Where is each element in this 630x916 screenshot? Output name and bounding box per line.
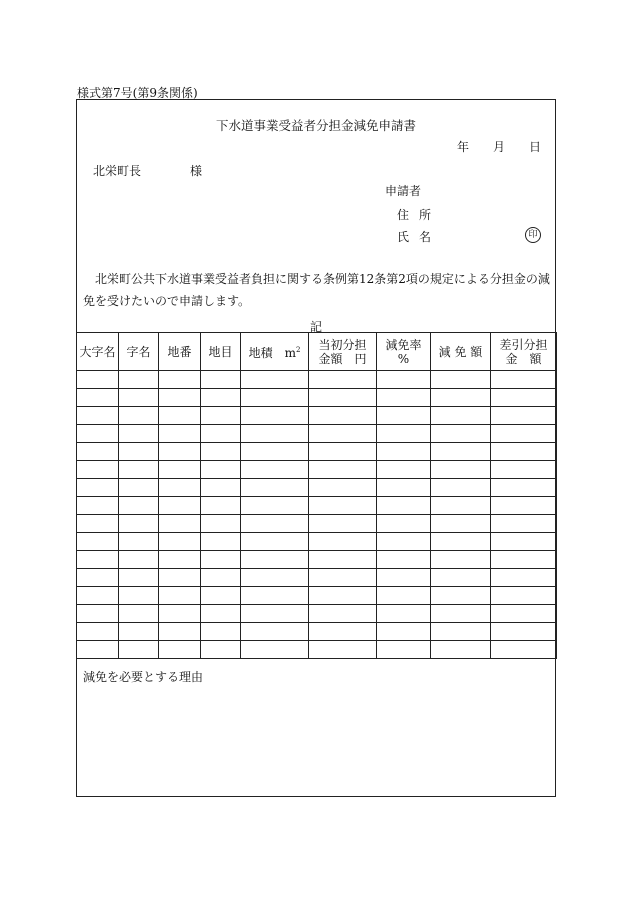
table-cell[interactable]: [491, 515, 557, 533]
table-cell[interactable]: [309, 605, 377, 623]
table-cell[interactable]: [77, 551, 119, 569]
table-cell[interactable]: [119, 389, 159, 407]
header-reduction-rate: 減免率 %: [377, 333, 431, 371]
table-cell[interactable]: [119, 497, 159, 515]
table-cell[interactable]: [377, 641, 431, 659]
table-cell[interactable]: [201, 497, 241, 515]
table-cell[interactable]: [431, 641, 491, 659]
table-cell[interactable]: [241, 389, 309, 407]
table-cell[interactable]: [377, 443, 431, 461]
table-cell[interactable]: [201, 533, 241, 551]
table-cell[interactable]: [159, 443, 201, 461]
addressee-honorific: 様: [190, 164, 203, 178]
table-cell[interactable]: [377, 551, 431, 569]
table-cell[interactable]: [201, 551, 241, 569]
table-cell[interactable]: [241, 569, 309, 587]
table-cell[interactable]: [431, 605, 491, 623]
table-cell[interactable]: [309, 425, 377, 443]
header-chiseki: 地積 $m^2$: [241, 333, 309, 371]
table-cell[interactable]: [77, 407, 119, 425]
table-cell[interactable]: [77, 641, 119, 659]
table-cell[interactable]: [491, 533, 557, 551]
table-cell[interactable]: [309, 407, 377, 425]
table-cell[interactable]: [377, 587, 431, 605]
table-row: [77, 551, 557, 569]
table-cell[interactable]: [241, 497, 309, 515]
table-cell[interactable]: [377, 407, 431, 425]
request-statement: 北栄町公共下水道事業受益者負担に関する条例第12条第2項の規定による分担金の減免を受けたいので申請します。: [83, 272, 550, 308]
table-cell[interactable]: [377, 497, 431, 515]
table-cell[interactable]: [241, 461, 309, 479]
table-cell[interactable]: [431, 497, 491, 515]
table-cell[interactable]: [201, 443, 241, 461]
table-cell[interactable]: [309, 551, 377, 569]
table-header-row: [77, 333, 557, 371]
table-cell[interactable]: [119, 407, 159, 425]
table-cell[interactable]: [201, 371, 241, 389]
table-cell[interactable]: [159, 425, 201, 443]
table-cell[interactable]: [431, 515, 491, 533]
table-cell[interactable]: [77, 587, 119, 605]
table-cell[interactable]: [119, 443, 159, 461]
table-cell[interactable]: [241, 641, 309, 659]
table-cell[interactable]: [77, 533, 119, 551]
table-cell[interactable]: [201, 641, 241, 659]
table-cell[interactable]: [119, 371, 159, 389]
table-cell[interactable]: [119, 479, 159, 497]
land-details-table: [76, 332, 557, 659]
table-cell[interactable]: [241, 479, 309, 497]
table-cell[interactable]: [77, 371, 119, 389]
table-cell[interactable]: [77, 515, 119, 533]
table-cell[interactable]: [119, 587, 159, 605]
table-cell[interactable]: [159, 479, 201, 497]
table-cell[interactable]: [159, 515, 201, 533]
table-cell[interactable]: [159, 389, 201, 407]
table-row: [77, 425, 557, 443]
table-cell[interactable]: [431, 389, 491, 407]
table-row: [77, 587, 557, 605]
table-cell[interactable]: [77, 497, 119, 515]
date-month-label: 月: [493, 140, 506, 154]
header-reduction-amount: 減 免 額: [431, 333, 491, 371]
table-cell[interactable]: [119, 551, 159, 569]
table-cell[interactable]: [491, 587, 557, 605]
table-cell[interactable]: [241, 587, 309, 605]
table-cell[interactable]: [309, 479, 377, 497]
table-cell[interactable]: [77, 461, 119, 479]
table-cell[interactable]: [159, 551, 201, 569]
table-row: [77, 407, 557, 425]
table-cell[interactable]: [201, 605, 241, 623]
table-cell[interactable]: [201, 569, 241, 587]
table-cell[interactable]: [377, 605, 431, 623]
table-cell[interactable]: [309, 515, 377, 533]
table-cell[interactable]: [309, 569, 377, 587]
table-row: [77, 497, 557, 515]
table-cell[interactable]: [309, 461, 377, 479]
table-cell[interactable]: [309, 497, 377, 515]
table-cell[interactable]: [491, 551, 557, 569]
table-cell[interactable]: [377, 515, 431, 533]
table-cell[interactable]: [491, 497, 557, 515]
table-cell[interactable]: [201, 479, 241, 497]
table-cell[interactable]: [201, 623, 241, 641]
table-row: [77, 371, 557, 389]
table-cell[interactable]: [377, 479, 431, 497]
table-cell[interactable]: [119, 569, 159, 587]
table-cell[interactable]: [159, 587, 201, 605]
table-cell[interactable]: [431, 461, 491, 479]
table-cell[interactable]: [201, 587, 241, 605]
form-title: 下水道事業受益者分担金減免申請書: [215, 118, 416, 133]
header-initial-amount: 当初分担 金額 円: [309, 333, 377, 371]
table-cell[interactable]: [201, 461, 241, 479]
table-cell[interactable]: [431, 443, 491, 461]
table-cell[interactable]: [309, 371, 377, 389]
table-cell[interactable]: [431, 569, 491, 587]
application-form: [76, 99, 556, 797]
table-cell[interactable]: [377, 533, 431, 551]
table-cell[interactable]: [159, 569, 201, 587]
table-row: [77, 443, 557, 461]
form-number-label: 様式第7号(第9条関係): [77, 86, 198, 100]
table-cell[interactable]: [431, 407, 491, 425]
table-row: [77, 605, 557, 623]
date-year-label: 年: [457, 140, 470, 154]
table-cell[interactable]: [159, 533, 201, 551]
table-cell[interactable]: [241, 623, 309, 641]
table-cell[interactable]: [377, 425, 431, 443]
table-cell[interactable]: [491, 425, 557, 443]
table-cell[interactable]: [431, 551, 491, 569]
table-cell[interactable]: [491, 605, 557, 623]
table-row: [77, 461, 557, 479]
table-cell[interactable]: [491, 389, 557, 407]
table-cell[interactable]: [201, 389, 241, 407]
table-cell[interactable]: [77, 479, 119, 497]
seal-mark-icon: 印: [525, 227, 541, 243]
table-cell[interactable]: [77, 623, 119, 641]
table-cell[interactable]: [431, 425, 491, 443]
table-row: [77, 533, 557, 551]
table-cell[interactable]: [431, 623, 491, 641]
table-cell[interactable]: [377, 461, 431, 479]
table-cell[interactable]: [241, 515, 309, 533]
table-cell[interactable]: [377, 569, 431, 587]
table-cell[interactable]: [491, 479, 557, 497]
ki-heading: 記: [309, 320, 322, 334]
table-cell[interactable]: [77, 425, 119, 443]
table-cell[interactable]: [491, 623, 557, 641]
table-cell[interactable]: [241, 551, 309, 569]
table-cell[interactable]: [309, 587, 377, 605]
table-cell[interactable]: [77, 389, 119, 407]
table-cell[interactable]: [119, 425, 159, 443]
table-cell[interactable]: [431, 533, 491, 551]
table-cell[interactable]: [241, 407, 309, 425]
table-cell[interactable]: [159, 641, 201, 659]
table-row: [77, 641, 557, 659]
table-cell[interactable]: [119, 461, 159, 479]
table-cell[interactable]: [201, 407, 241, 425]
date-day-label: 日: [529, 140, 542, 154]
applicant-name-label: 氏名: [397, 230, 442, 244]
table-row: [77, 515, 557, 533]
table-cell[interactable]: [377, 389, 431, 407]
table-row: [77, 623, 557, 641]
header-oaza: 大字名: [77, 333, 119, 371]
table-cell[interactable]: [431, 479, 491, 497]
table-cell[interactable]: [491, 443, 557, 461]
table-row: [77, 389, 557, 407]
table-cell[interactable]: [119, 605, 159, 623]
table-cell[interactable]: [119, 515, 159, 533]
table-cell[interactable]: [491, 569, 557, 587]
table-cell[interactable]: [159, 407, 201, 425]
table-cell[interactable]: [241, 533, 309, 551]
table-cell[interactable]: [77, 443, 119, 461]
table-cell[interactable]: [309, 623, 377, 641]
table-cell[interactable]: [491, 461, 557, 479]
table-cell[interactable]: [309, 641, 377, 659]
table-cell[interactable]: [201, 515, 241, 533]
table-cell[interactable]: [241, 425, 309, 443]
table-cell[interactable]: [377, 371, 431, 389]
table-cell[interactable]: [241, 443, 309, 461]
table-row: [77, 569, 557, 587]
table-cell[interactable]: [159, 605, 201, 623]
table-cell[interactable]: [201, 425, 241, 443]
header-chimoku: 地目: [201, 333, 241, 371]
table-cell[interactable]: [119, 623, 159, 641]
table-cell[interactable]: [119, 533, 159, 551]
table-cell[interactable]: [309, 389, 377, 407]
table-cell[interactable]: [491, 371, 557, 389]
table-row: [77, 479, 557, 497]
table-cell[interactable]: [77, 605, 119, 623]
table-cell[interactable]: [159, 497, 201, 515]
table-cell[interactable]: [431, 587, 491, 605]
table-cell[interactable]: [241, 371, 309, 389]
table-cell[interactable]: [77, 569, 119, 587]
addressee-name: 北栄町長: [93, 164, 142, 178]
header-aza: 字名: [119, 333, 159, 371]
header-net-amount: 差引分担 金 額: [491, 333, 557, 371]
applicant-address-label: 住所: [397, 208, 442, 222]
table-cell[interactable]: [119, 641, 159, 659]
table-cell[interactable]: [309, 533, 377, 551]
header-chiban: 地番: [159, 333, 201, 371]
table-cell[interactable]: [159, 371, 201, 389]
table-cell[interactable]: [491, 407, 557, 425]
table-cell[interactable]: [309, 443, 377, 461]
applicant-label: 申請者: [385, 184, 422, 198]
table-cell[interactable]: [491, 641, 557, 659]
table-cell[interactable]: [159, 461, 201, 479]
table-cell[interactable]: [377, 623, 431, 641]
table-cell[interactable]: [431, 371, 491, 389]
reason-label: 減免を必要とする理由: [83, 670, 204, 684]
table-cell[interactable]: [241, 605, 309, 623]
table-cell[interactable]: [159, 623, 201, 641]
